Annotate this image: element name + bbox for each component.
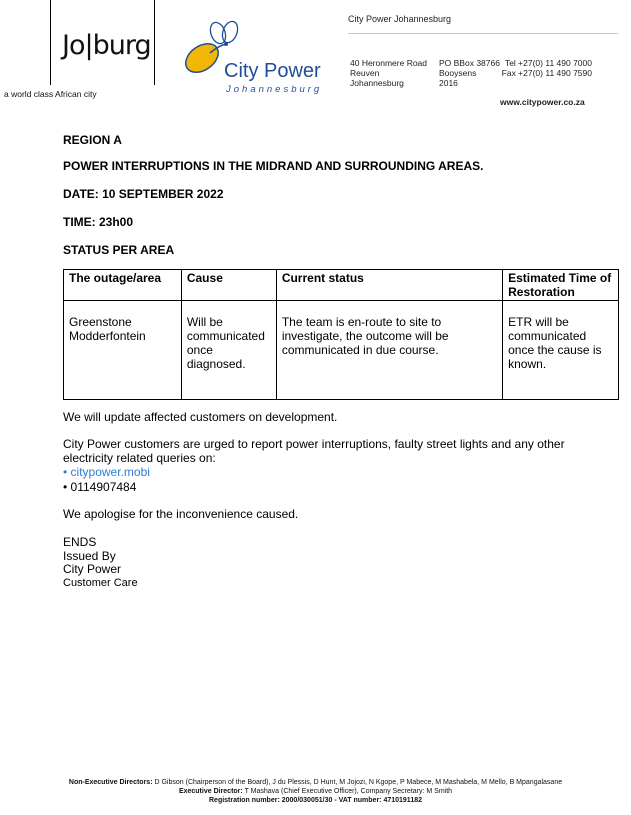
ends-text: ENDS [63, 535, 97, 549]
bullet-phone-item [63, 480, 136, 494]
column-header-status: Current status [276, 270, 502, 301]
table-row [64, 301, 619, 400]
cell-area [64, 301, 182, 400]
website-link[interactable]: www.citypower.co.za [500, 97, 585, 107]
bullet-icon: • [63, 480, 68, 494]
cell-cause: Will be communicated once diagnosed. [181, 301, 276, 400]
footer-nonexec-line [30, 778, 601, 787]
po-box-line: Booysens [439, 68, 477, 78]
nonexec-label: Non-Executive Directors: [68, 779, 153, 786]
address-line: 40 Heronmere Road [350, 58, 428, 68]
exec-names: T Mashava (Chief Executive Officer), Company Secretary: M Smith [244, 788, 453, 795]
report-text: City Power customers are urged to report power interruptions, faulty street lights and any other electricity related queries on: [63, 437, 565, 465]
cell-status: The team is en-route to site to investigate, the outcome will be communicated in due course. [276, 301, 502, 400]
issuer-text: City Power [63, 562, 122, 576]
notice-date: DATE: 10 SEPTEMBER 2022 [63, 187, 224, 201]
notice-title: POWER INTERRUPTIONS IN THE MIDRAND AND SURROUNDING AREAS. [63, 159, 484, 173]
po-box-line: 2016 [439, 78, 458, 88]
telephone: Tel +27(0) 11 490 7000 [504, 58, 592, 68]
company-name: City Power Johannesburg [348, 14, 452, 24]
phone-block [500, 58, 592, 78]
table-header-row [64, 270, 619, 301]
footer-exec-line [30, 787, 601, 796]
footer [30, 778, 601, 805]
fax: Fax +27(0) 11 490 7590 [501, 68, 592, 78]
bullet-icon: • [63, 465, 68, 479]
area-name: Greenstone [69, 315, 132, 329]
phone-number: 0114907484 [70, 480, 137, 494]
cell-etr: ETR will be communicated once the cause is known. [503, 301, 619, 400]
region-heading: REGION A [63, 133, 122, 147]
column-header-cause: Cause [181, 270, 276, 301]
joburg-tagline: a world class African city [4, 89, 97, 99]
city-power-logo-name: City Power [224, 60, 321, 82]
area-name: Modderfontein [69, 329, 146, 343]
po-box-line: PO BBox 38766 [439, 58, 500, 68]
po-box-block [439, 58, 500, 88]
column-header-area: The outage/area [64, 270, 182, 301]
footer-registration-line [30, 796, 601, 805]
column-header-etr: Estimated Time of Restoration [503, 270, 619, 301]
status-heading: STATUS PER AREA [63, 243, 175, 257]
department-text: Customer Care [63, 577, 138, 589]
issued-by-text: Issued By [63, 549, 116, 563]
separator: - [334, 797, 339, 804]
address-line: Johannesburg [350, 78, 404, 88]
notice-time: TIME: 23h00 [63, 215, 134, 229]
city-power-logo-city: Johannesburg [226, 84, 323, 95]
status-table [63, 269, 619, 400]
citypower-mobi-link[interactable]: citypower.mobi [70, 465, 150, 479]
joburg-logo: Jo|burg [62, 30, 151, 61]
address-line: Reuven [350, 68, 380, 78]
address-block [350, 58, 427, 88]
exec-label: Executive Director: [178, 788, 243, 795]
apology-text: We apologise for the inconvenience caused. [63, 507, 299, 521]
reg-value: 2000/030051/30 [281, 797, 333, 804]
update-text: We will update affected customers on development. [63, 410, 338, 424]
vat-value: 4710191182 [383, 797, 422, 804]
nonexec-names: D Gibson (Chairperson of the Board), J du Plessis, D Hunt, M Jojozi, N Kgope, P Mabece, M Mashabela, M Mello, B Mpangalasane [154, 779, 563, 786]
vat-label: VAT number: [338, 797, 382, 804]
reg-label: Registration number: [209, 797, 280, 804]
bullet-link-item [63, 465, 150, 479]
header-divider [348, 33, 618, 34]
